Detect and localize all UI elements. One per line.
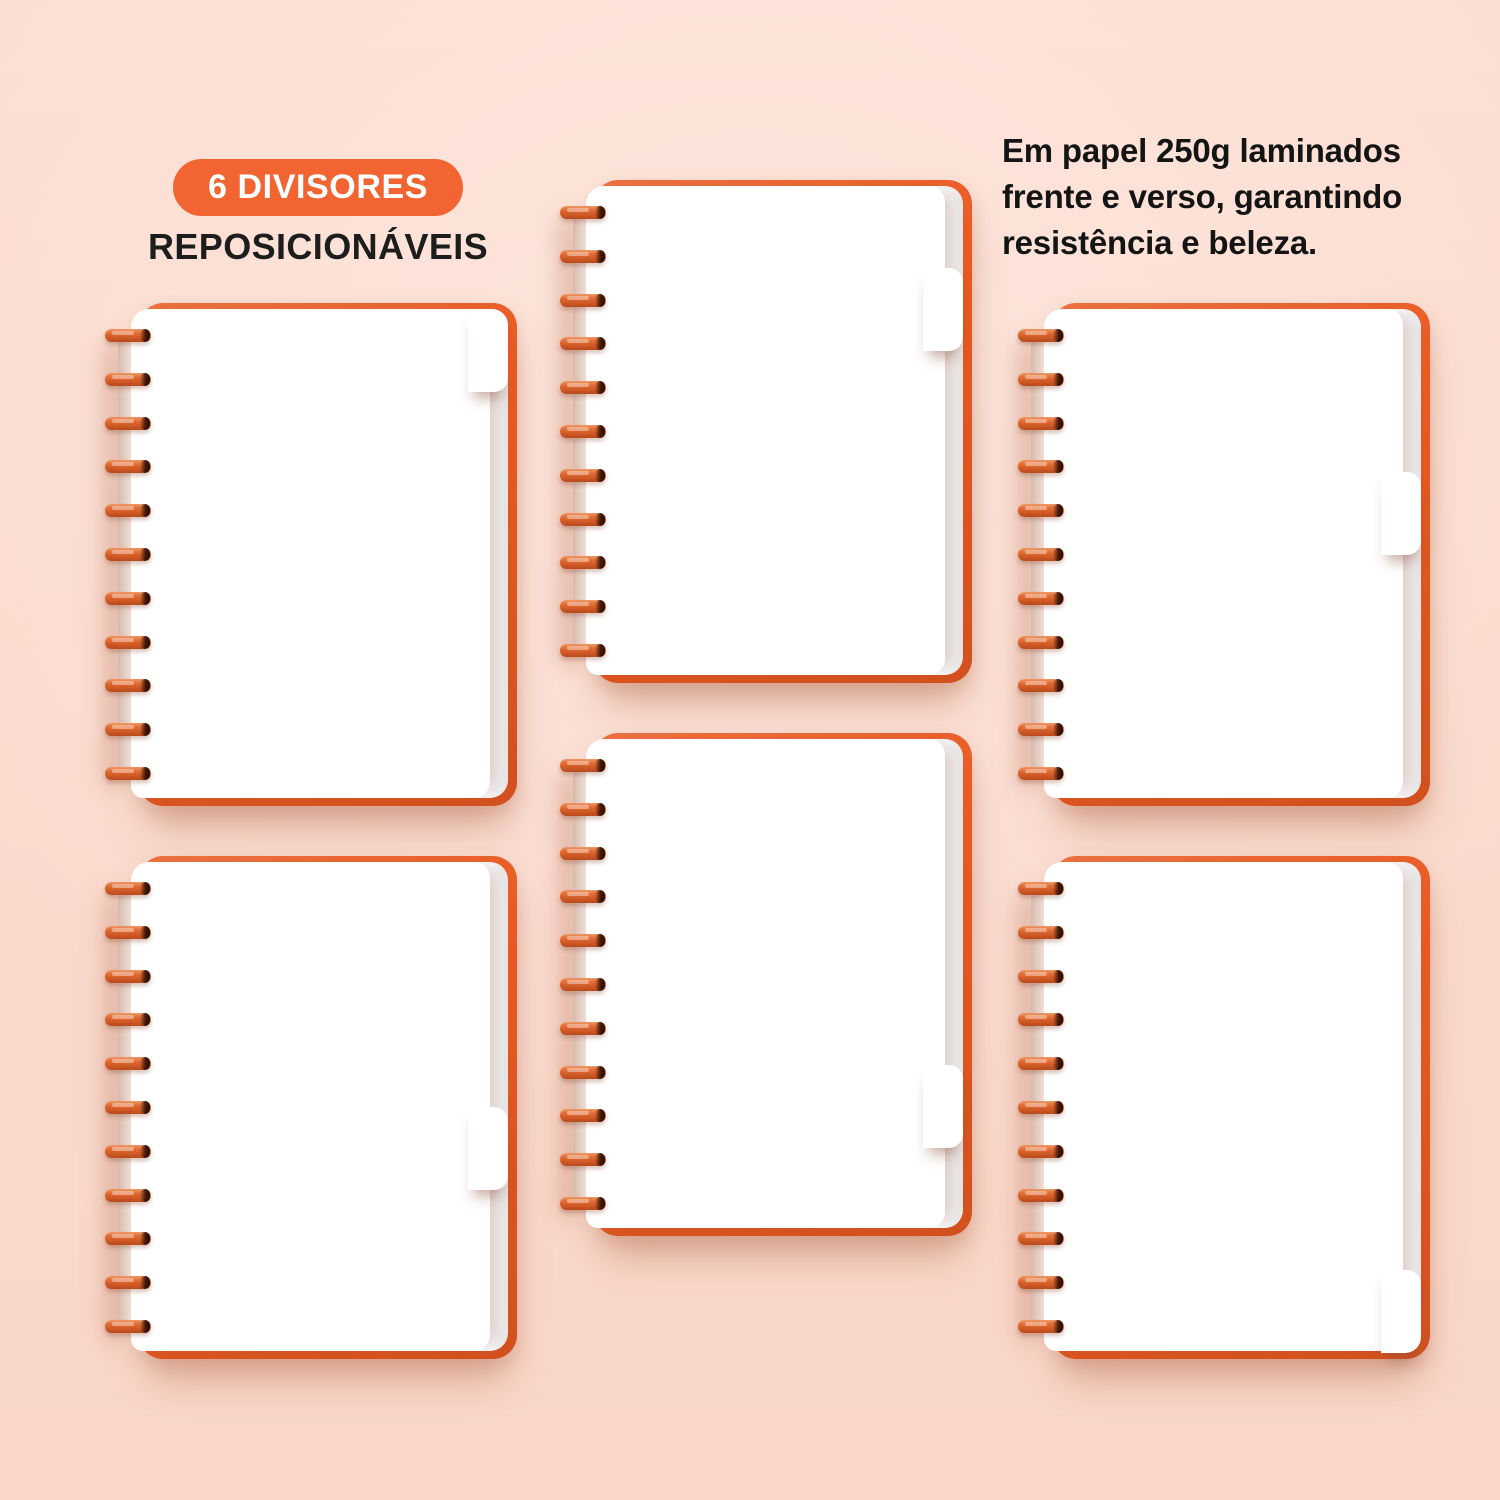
description-line: frente e verso, garantindo <box>1002 178 1403 215</box>
binding-ring <box>1018 926 1064 939</box>
binding-ring <box>560 469 606 482</box>
divider-page <box>1044 862 1403 1351</box>
notebook-divider-3 <box>1018 303 1430 806</box>
binding-ring <box>105 329 151 342</box>
binding-ring <box>1018 1145 1064 1158</box>
binding-ring <box>560 1153 606 1166</box>
binding-ring <box>560 600 606 613</box>
divider-page <box>131 862 490 1351</box>
divider-page <box>1044 309 1403 798</box>
divider-tab <box>923 268 963 351</box>
notebook-divider-6 <box>1018 856 1430 1359</box>
binding-ring <box>105 723 151 736</box>
binding-ring <box>560 644 606 657</box>
binding-ring <box>105 460 151 473</box>
divider-tab <box>923 1065 963 1148</box>
binding-ring <box>1018 1232 1064 1245</box>
binding-ring <box>1018 373 1064 386</box>
binding-ring <box>105 767 151 780</box>
binding-ring <box>1018 417 1064 430</box>
binding-ring <box>105 882 151 895</box>
binding-ring <box>560 337 606 350</box>
binding-ring <box>560 1066 606 1079</box>
description-line: Em papel 250g laminados <box>1002 132 1401 169</box>
binding-ring <box>1018 1276 1064 1289</box>
notebook-divider-5 <box>560 733 972 1236</box>
binding-ring <box>105 373 151 386</box>
binding-ring <box>105 1013 151 1026</box>
binding-ring <box>105 1232 151 1245</box>
binding-rings <box>105 303 155 806</box>
binding-ring <box>560 250 606 263</box>
binding-ring <box>105 1101 151 1114</box>
binding-ring <box>1018 1101 1064 1114</box>
binding-ring <box>105 548 151 561</box>
binding-rings <box>105 856 155 1359</box>
binding-ring <box>1018 1057 1064 1070</box>
binding-ring <box>1018 1189 1064 1202</box>
binding-ring <box>560 206 606 219</box>
binding-ring <box>560 381 606 394</box>
headline-subtitle: REPOSICIONÁVEIS <box>147 226 489 267</box>
binding-ring <box>1018 548 1064 561</box>
binding-ring <box>105 417 151 430</box>
divisores-badge: 6 DIVISORES <box>173 159 463 216</box>
binding-ring <box>560 847 606 860</box>
binding-ring <box>1018 1320 1064 1333</box>
binding-ring <box>560 425 606 438</box>
binding-ring <box>560 294 606 307</box>
notebook-divider-1 <box>105 303 517 806</box>
binding-ring <box>560 1109 606 1122</box>
binding-rings <box>1018 303 1068 806</box>
binding-rings <box>560 733 610 1236</box>
binding-ring <box>560 513 606 526</box>
binding-ring <box>1018 767 1064 780</box>
binding-ring <box>1018 592 1064 605</box>
binding-ring <box>105 1276 151 1289</box>
binding-ring <box>105 926 151 939</box>
binding-ring <box>1018 679 1064 692</box>
divider-tab <box>1381 1270 1421 1353</box>
binding-ring <box>560 890 606 903</box>
binding-ring <box>560 759 606 772</box>
binding-ring <box>560 978 606 991</box>
binding-ring <box>1018 723 1064 736</box>
binding-ring <box>1018 329 1064 342</box>
binding-ring <box>105 679 151 692</box>
divider-tab <box>468 1107 508 1190</box>
binding-ring <box>1018 636 1064 649</box>
binding-ring <box>105 592 151 605</box>
binding-ring <box>560 803 606 816</box>
description-line: resistência e beleza. <box>1002 224 1317 261</box>
binding-ring <box>105 1189 151 1202</box>
binding-ring <box>105 1145 151 1158</box>
binding-ring <box>560 934 606 947</box>
binding-ring <box>1018 1013 1064 1026</box>
binding-ring <box>105 504 151 517</box>
binding-ring <box>105 970 151 983</box>
divider-tab <box>1381 472 1421 555</box>
binding-ring <box>1018 970 1064 983</box>
binding-ring <box>560 556 606 569</box>
divider-page <box>586 739 945 1228</box>
binding-ring <box>105 1057 151 1070</box>
binding-ring <box>1018 504 1064 517</box>
binding-ring <box>560 1022 606 1035</box>
binding-ring <box>105 636 151 649</box>
binding-rings <box>560 180 610 683</box>
notebook-divider-2 <box>560 180 972 683</box>
divider-page <box>586 186 945 675</box>
binding-ring <box>105 1320 151 1333</box>
divider-tab <box>468 309 508 392</box>
binding-ring <box>1018 882 1064 895</box>
notebook-divider-4 <box>105 856 517 1359</box>
binding-rings <box>1018 856 1068 1359</box>
binding-ring <box>560 1197 606 1210</box>
binding-ring <box>1018 460 1064 473</box>
divider-page <box>131 309 490 798</box>
